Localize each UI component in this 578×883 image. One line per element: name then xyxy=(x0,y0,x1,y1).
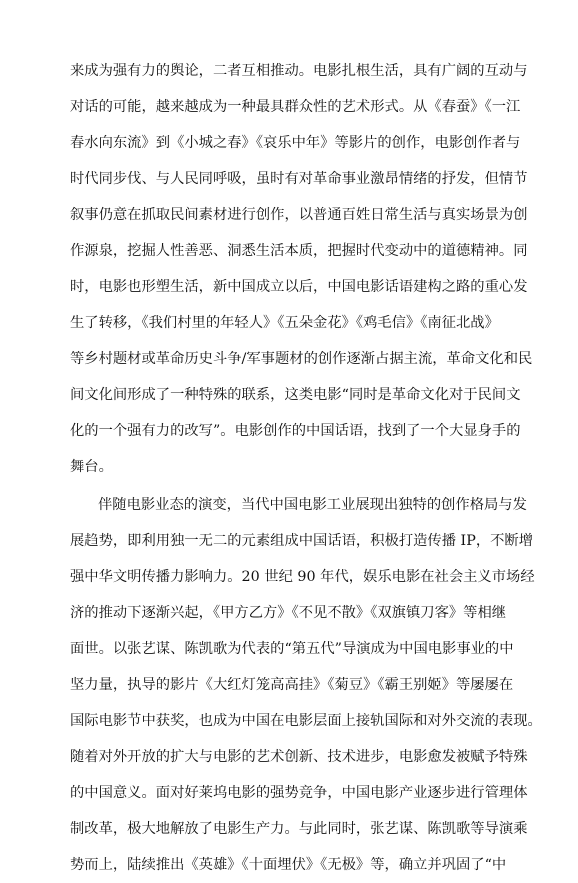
text-line: 展趋势，即利用独一无二的元素组成中国话语，积极打造传播 IP，不断增 xyxy=(70,533,534,549)
text-line: 舞台。 xyxy=(70,459,113,475)
text-line: 的中国意义。面对好莱坞电影的强势竞争，中国电影产业逐步进行管理体 xyxy=(70,785,528,801)
text-line: 伴随电影业态的演变，当代中国电影工业展现出独特的创作格局与发 xyxy=(98,497,527,513)
text-line: 春水向东流》到《小城之春》《哀乐中年》等影片的创作，电影创作者与 xyxy=(70,135,521,151)
text-line: 间文化间形成了一种特殊的联系，这类电影“同时是革命文化对于民间文 xyxy=(70,387,521,403)
text-line: 作源泉，挖掘人性善恶、洞悉生活本质，把握时代变动中的道德精神。同 xyxy=(70,243,528,259)
text-line: 等乡村题材或革命历史斗争/军事题材的创作逐渐占据主流，革命文化和民 xyxy=(70,351,533,367)
text-line: 时代同步伐、与人民同呼吸，虽时有对革命事业激昂情绪的抒发，但情节 xyxy=(70,171,528,187)
text-line: 生了转移，《我们村里的年轻人》《五朵金花》《鸡毛信》《南征北战》 xyxy=(70,315,499,331)
text-line: 制改革，极大地解放了电影生产力。与此同时，张艺谋、陈凯歌等导演乘 xyxy=(70,821,528,837)
text-line: 来成为强有力的舆论，二者互相推动。电影扎根生活，具有广阔的互动与 xyxy=(70,63,528,79)
text-line: 对话的可能，越来越成为一种最具群众性的艺术形式。从《春蚕》《一江 xyxy=(70,99,521,115)
text-line: 随着对外开放的扩大与电影的艺术创新、技术进步，电影愈发被赋予特殊 xyxy=(70,749,528,765)
text-line: 势而上，陆续推出《英雄》《十面埋伏》《无极》等，确立并巩固了“中 xyxy=(70,857,507,873)
text-line: 坚力量，执导的影片《大红灯笼高高挂》《菊豆》《霸王别姬》等屡屡在 xyxy=(70,677,514,693)
text-line: 面世。以张艺谋、陈凯歌为代表的“第五代”导演成为中国电影事业的中 xyxy=(70,641,514,657)
text-line: 化的一个强有力的改写”。电影创作的中国话语，找到了一个大显身手的 xyxy=(70,423,521,439)
text-line: 济的推动下逐渐兴起，《甲方乙方》《不见不散》《双旗镇刀客》等相继 xyxy=(70,605,507,621)
text-line: 时，电影也形塑生活，新中国成立以后，中国电影话语建构之路的重心发 xyxy=(70,279,528,295)
text-line: 强中华文明传播力影响力。20 世纪 90 年代，娱乐电影在社会主义市场经 xyxy=(70,569,535,585)
text-line: 国际电影节中获奖，也成为中国在电影层面上接轨国际和对外交流的表现。 xyxy=(70,713,542,729)
text-line: 叙事仍意在抓取民间素材进行创作，以普通百姓日常生活与真实场景为创 xyxy=(70,207,528,223)
